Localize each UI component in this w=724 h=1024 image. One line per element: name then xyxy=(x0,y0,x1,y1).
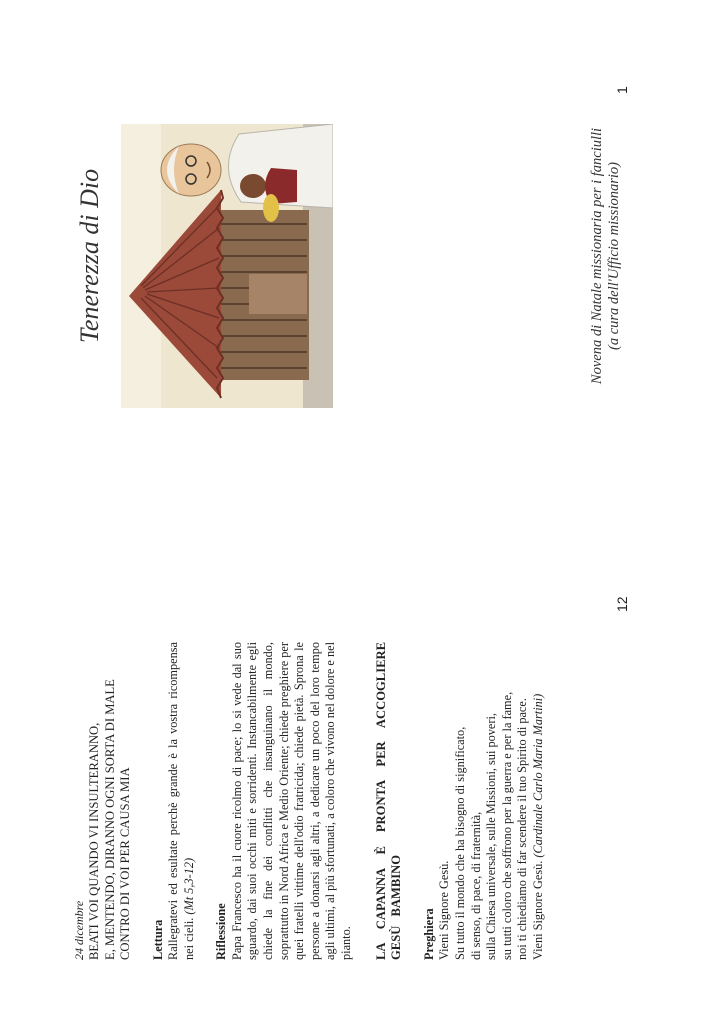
cover-subtitle-line: Novena di Natale missionaria per i fanciulli xyxy=(589,127,605,385)
prayer-line: su tutti coloro che soffrono per la guerra e per la fame, xyxy=(499,691,514,960)
lettura-body: Rallegratevi ed esultate perchè grande è la vostra ricompensa nei cieli. xyxy=(166,642,196,960)
cover-title: Tenerezza di Dio xyxy=(75,168,104,344)
page-number-left: 12 xyxy=(614,596,630,612)
prayer-line: di senso, di pace, di fraternità, xyxy=(468,811,483,960)
illustration-sky-light xyxy=(121,124,161,408)
prayer-line: Vieni Signore Gesù. xyxy=(437,860,452,960)
prayer-line: sulla Chiesa universale, sulle Missioni, sui poveri, xyxy=(484,713,499,960)
day-content xyxy=(72,642,547,960)
lettura-reference: (Mt 5,3-12) xyxy=(181,857,196,915)
date-label: 24 dicembre xyxy=(72,900,86,960)
prayer-closing-text: Vieni Signore Gesù. xyxy=(530,860,545,960)
riflessione-title: Riflessione xyxy=(214,903,229,960)
prayer-closing xyxy=(531,642,547,960)
hut-and-pope-illustration xyxy=(121,124,333,408)
cover-subtitle xyxy=(589,0,623,512)
prayer-line: noi ti chiediamo di far scendere il tuo Spirito di pace. xyxy=(515,698,530,960)
headline xyxy=(87,642,134,960)
headline-line: E, MENTENDO, DIRANNO OGNI SORTA DI MALE xyxy=(102,679,117,960)
lettura-title: Lettura xyxy=(150,919,165,960)
page-twelve xyxy=(0,512,724,1024)
preghiera-title: Preghiera xyxy=(421,908,436,960)
riflessione-text: Papa Francesco ha il cuore ricolmo di pace; lo si vede dal suo sguardo, dai suoi occhi miti e sorridenti. Instancabilmente egli chiede la fine dei conflitti che insanguinano il mondo, soprattutto in Nord Africa e Medio Oriente; chiede preghiere per quei fratelli vittime dell'odio fratricida; chiede pietà. Sprona le persone a donarsi agli altri, a dedicare un poco del loro tempo agli ultimi, al più sfortunati, a coloro che vivono nel dolore e nel pianto. xyxy=(229,642,354,960)
headline-line: CONTRO DI VOI PER CAUSA MIA xyxy=(118,767,132,960)
lettura-text xyxy=(166,642,197,960)
prayer-signature: (Cardinale Carlo Maria Martini) xyxy=(530,693,545,858)
headline-line: BEATI VOI QUANDO VI INSULTERANNO, xyxy=(87,722,101,960)
cover-subtitle-line: (a cura dell'Ufficio missionario) xyxy=(606,162,622,350)
child-head xyxy=(240,174,266,198)
prayer-line: Su tutto il mondo che ha bisogno di significato, xyxy=(453,726,467,960)
hut-ready-callout: LA CAPANNA È PRONTA PER ACCOGLIERE GESÙ BAMBINO xyxy=(373,642,404,960)
hut-door xyxy=(249,274,307,314)
child-halo xyxy=(263,194,279,222)
prayer-lines xyxy=(437,642,546,960)
page-number-right: 1 xyxy=(614,86,630,94)
